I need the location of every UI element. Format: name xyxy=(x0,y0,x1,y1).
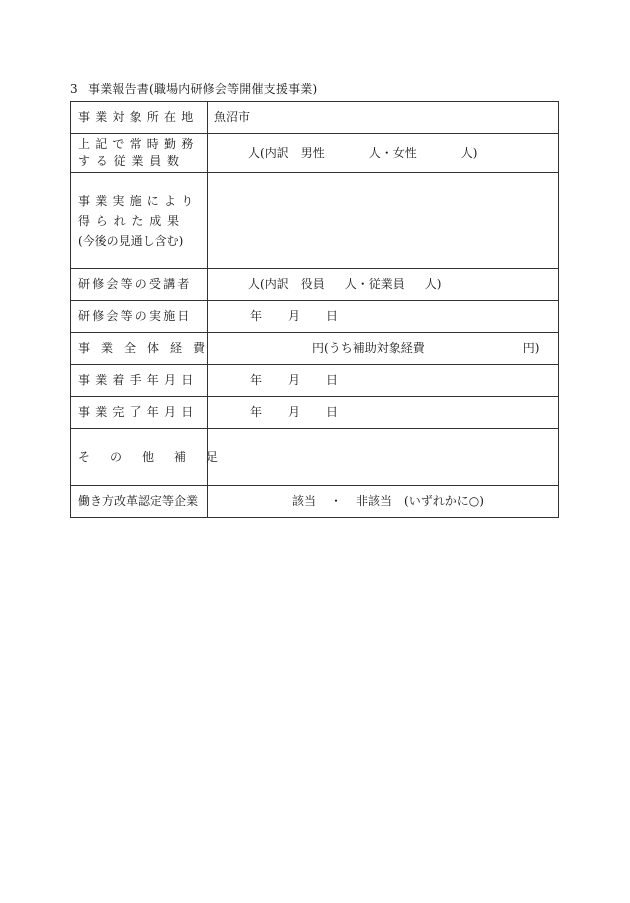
value-other[interactable] xyxy=(208,429,559,486)
work-reform-separator: ・ xyxy=(330,494,343,508)
value-results[interactable] xyxy=(208,173,559,269)
label-employees-line2: する従業員数 xyxy=(78,154,185,168)
label-end-date: 事業完了年月日 xyxy=(71,397,208,429)
row-total-cost xyxy=(71,333,559,365)
row-employees xyxy=(71,134,559,173)
row-results xyxy=(71,173,559,269)
label-results-line1: 事業実施により xyxy=(78,193,199,208)
implementation-month: 月 xyxy=(288,309,301,323)
value-end-date[interactable] xyxy=(208,397,559,429)
employees-breakdown-open: (内訳 xyxy=(260,145,289,160)
value-employees[interactable] xyxy=(208,134,559,173)
section-title-text: 事業報告書(職場内研修会等開催支援事業) xyxy=(88,82,318,96)
participants-unit: 人 xyxy=(248,277,261,291)
label-total-cost: 事業全体経費 xyxy=(71,333,208,365)
participants-breakdown-open: (内訳 xyxy=(260,277,289,291)
end-month: 月 xyxy=(288,405,301,419)
location-value: 魚沼市 xyxy=(214,110,251,124)
employees-female-label: 女性 xyxy=(392,145,417,160)
start-month: 月 xyxy=(288,373,301,387)
row-work-reform xyxy=(71,486,559,518)
label-results xyxy=(71,173,208,269)
implementation-day: 日 xyxy=(326,309,339,323)
work-reform-not-applicable[interactable]: 非該当 xyxy=(356,494,393,508)
participants-officer-label: 役員 xyxy=(300,277,325,291)
label-work-reform: 働き方改革認定等企業 xyxy=(71,486,208,518)
total-cost-subsidy-open: (うち補助対象経費 xyxy=(324,341,425,355)
start-day: 日 xyxy=(326,373,339,387)
value-implementation-date[interactable] xyxy=(208,301,559,333)
row-end-date xyxy=(71,397,559,429)
implementation-year: 年 xyxy=(250,309,263,323)
row-other xyxy=(71,429,559,486)
label-results-line2: 得られた成果 xyxy=(78,213,185,228)
employees-male-unit: 人・ xyxy=(368,145,393,160)
end-year: 年 xyxy=(250,405,263,419)
label-employees-line1: 上記で常時勤務 xyxy=(78,137,199,151)
value-location[interactable] xyxy=(208,102,559,134)
total-cost-yen: 円 xyxy=(312,341,325,355)
row-participants xyxy=(71,269,559,301)
end-day: 日 xyxy=(326,405,339,419)
value-start-date[interactable] xyxy=(208,365,559,397)
work-reform-note: (いずれかに○) xyxy=(404,494,484,508)
label-participants: 研修会等の受講者 xyxy=(71,269,208,301)
row-implementation-date xyxy=(71,301,559,333)
value-work-reform[interactable] xyxy=(208,486,559,518)
participants-staff-label: 従業員 xyxy=(368,277,405,291)
label-employees xyxy=(71,134,208,173)
start-year: 年 xyxy=(250,373,263,387)
work-reform-applicable[interactable]: 該当 xyxy=(292,494,317,508)
total-cost-close: 円) xyxy=(522,341,540,355)
employees-close: 人) xyxy=(460,145,478,160)
report-table xyxy=(70,101,559,518)
label-start-date: 事業着手年月日 xyxy=(71,365,208,397)
value-total-cost[interactable] xyxy=(208,333,559,365)
participants-officer-unit: 人・ xyxy=(344,277,369,291)
label-implementation-date: 研修会等の実施日 xyxy=(71,301,208,333)
employees-unit: 人 xyxy=(248,145,261,160)
label-other: その他補足 xyxy=(71,429,208,486)
section-number: 3 xyxy=(70,82,78,96)
participants-close: 人) xyxy=(424,277,442,291)
label-location: 事業対象所在地 xyxy=(71,102,208,134)
section-title xyxy=(70,80,317,97)
employees-male-label: 男性 xyxy=(300,145,325,160)
label-results-line3: (今後の見通し含む) xyxy=(78,233,184,248)
row-location xyxy=(71,102,559,134)
value-participants[interactable] xyxy=(208,269,559,301)
row-start-date xyxy=(71,365,559,397)
